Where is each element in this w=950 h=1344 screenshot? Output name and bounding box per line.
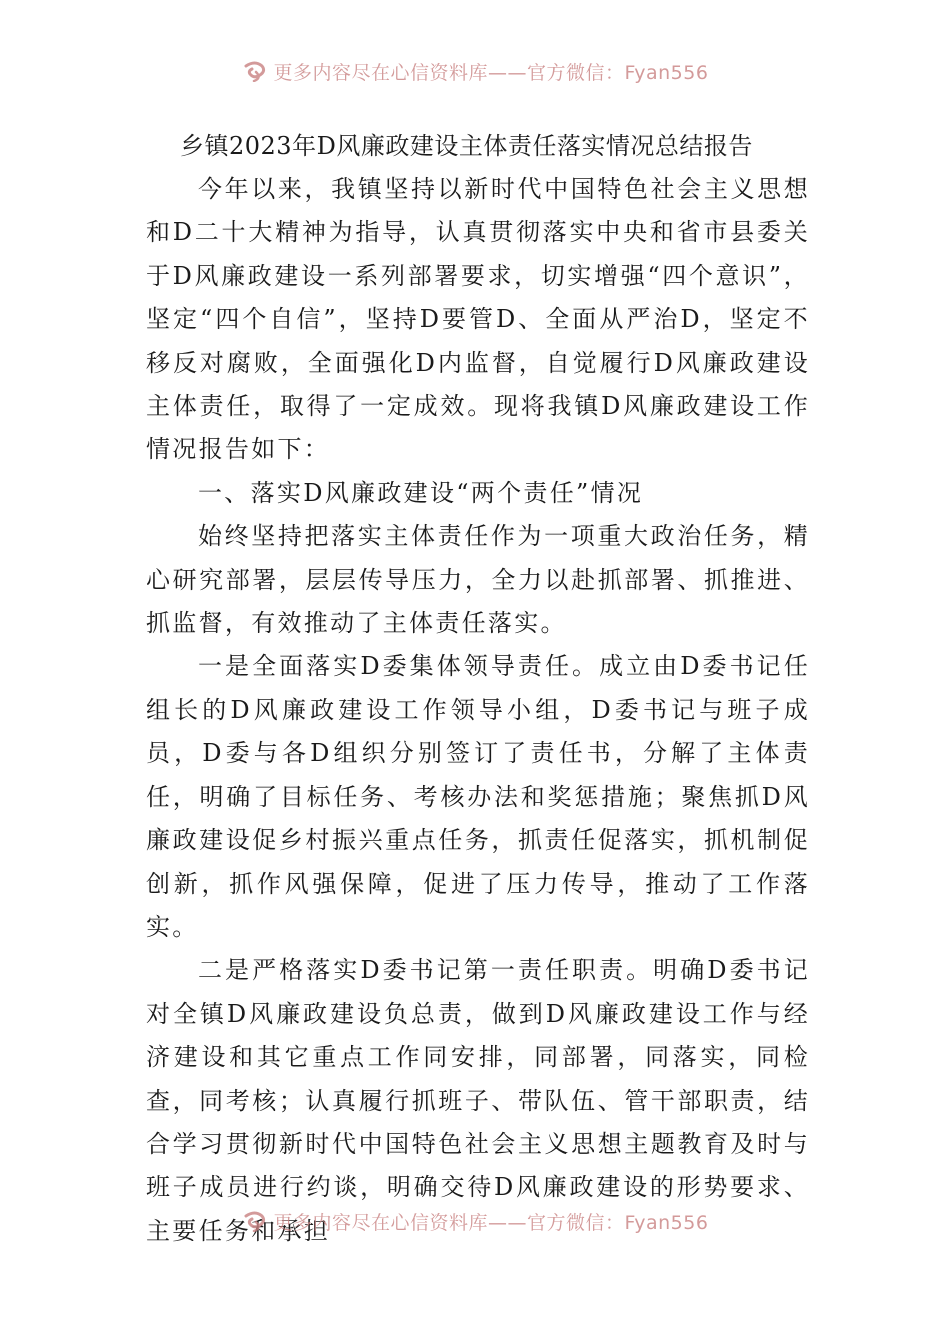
watermark-text: 更多内容尽在心信资料库——官方微信：Fyan556 bbox=[273, 1211, 709, 1234]
watermark-text: 更多内容尽在心信资料库——官方微信：Fyan556 bbox=[273, 61, 709, 84]
header-watermark bbox=[0, 56, 950, 86]
section-heading: 一、落实D风廉政建设“两个责任”情况 bbox=[198, 478, 644, 507]
swirl-logo-icon bbox=[242, 1210, 268, 1232]
document-title: 乡镇2023年D风廉政建设主体责任落实情况总结报告 bbox=[180, 132, 753, 160]
point-one-paragraph: 一是全面落实D委集体领导责任。成立由D委书记任组长的D风廉政建设工作领导小组，D委书记与班子成员，D委与各D组织分别签订了责任书，分解了主体责任，明确了目标任务、考核办法和奖惩措施；聚焦抓D风廉政建设促乡村振兴重点任务，抓责任促落实，抓机制促创新，抓作风强保障，促进了压力传导，推动了工作落实。 bbox=[146, 652, 810, 941]
point-two-paragraph: 二是严格落实D委书记第一责任职责。明确D委书记对全镇D风廉政建设负总责，做到D风廉政建设工作与经济建设和其它重点工作同安排，同部署，同落实，同检查，同考核；认真履行抓班子、带队伍、管干部职责，结合学习贯彻新时代中国特色社会主义思想主题教育及时与班子成员进行约谈，明确交待D风廉政建设的形势要求、主要任务和承担 bbox=[146, 956, 810, 1245]
section-summary-paragraph: 始终坚持把落实主体责任作为一项重大政治任务，精心研究部署，层层传导压力，全力以赴抓部署、抓推进、抓监督，有效推动了主体责任落实。 bbox=[146, 522, 810, 638]
intro-paragraph: 今年以来，我镇坚持以新时代中国特色社会主义思想和D二十大精神为指导，认真贯彻落实中央和省市县委关于D风廉政建设一系列部署要求，切实增强“四个意识”，坚定“四个自信”，坚持D要管D、全面从严治D，坚定不移反对腐败，全面强化D内监督，自觉履行D风廉政建设主体责任，取得了一定成效。现将我镇D风廉政建设工作情况报告如下： bbox=[146, 175, 810, 464]
footer-watermark bbox=[0, 1206, 950, 1236]
document-page bbox=[146, 124, 810, 1253]
swirl-logo-icon bbox=[242, 60, 268, 82]
